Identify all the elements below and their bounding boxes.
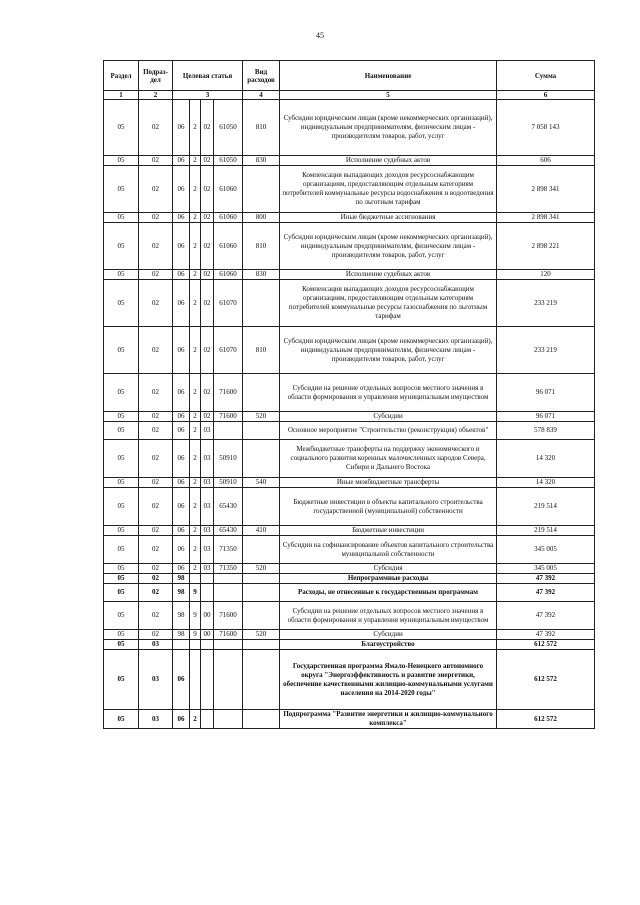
- cell-celevaya-1: 06: [173, 213, 190, 223]
- table-row: [104, 526, 595, 536]
- cell-vid: [243, 166, 280, 213]
- cell-celevaya-4: 61060: [214, 213, 243, 223]
- cell-vid: [243, 422, 280, 440]
- cell-sum: 219 514: [497, 488, 595, 526]
- cell-vid: 830: [243, 270, 280, 280]
- cell-celevaya-2: [190, 640, 201, 650]
- cell-celevaya-2: 9: [190, 584, 201, 602]
- cell-name: Субсидия: [280, 564, 497, 574]
- cell-podrazdel: 03: [139, 640, 173, 650]
- cell-celevaya-3: 02: [201, 374, 214, 412]
- colnum-2: 2: [139, 91, 173, 100]
- cell-celevaya-4: [214, 640, 243, 650]
- cell-celevaya-1: 98: [173, 602, 190, 630]
- cell-celevaya-1: 06: [173, 422, 190, 440]
- cell-razdel: 05: [104, 280, 139, 327]
- cell-celevaya-4: 65430: [214, 488, 243, 526]
- cell-name: Подпрограмма "Развитие энергетики и жилищно-коммунального комплекса": [280, 710, 497, 729]
- cell-sum: 606: [497, 156, 595, 166]
- cell-podrazdel: 02: [139, 327, 173, 374]
- cell-name: Субсидии: [280, 630, 497, 640]
- cell-podrazdel: 02: [139, 564, 173, 574]
- cell-razdel: 05: [104, 564, 139, 574]
- cell-vid: 540: [243, 478, 280, 488]
- table-row: [104, 710, 595, 729]
- cell-vid: [243, 650, 280, 710]
- table-row: [104, 166, 595, 213]
- cell-celevaya-2: 2: [190, 440, 201, 478]
- cell-sum: 47 392: [497, 574, 595, 584]
- cell-celevaya-3: 03: [201, 422, 214, 440]
- cell-razdel: 05: [104, 327, 139, 374]
- cell-razdel: 05: [104, 100, 139, 156]
- cell-razdel: 05: [104, 374, 139, 412]
- table-row: [104, 223, 595, 270]
- cell-celevaya-4: 71350: [214, 564, 243, 574]
- cell-celevaya-4: [214, 422, 243, 440]
- cell-celevaya-3: 02: [201, 223, 214, 270]
- cell-celevaya-2: 2: [190, 166, 201, 213]
- cell-name: Непрограммные расходы: [280, 574, 497, 584]
- cell-celevaya-2: 2: [190, 156, 201, 166]
- cell-celevaya-1: 06: [173, 526, 190, 536]
- cell-celevaya-3: 02: [201, 327, 214, 374]
- cell-celevaya-1: [173, 640, 190, 650]
- cell-celevaya-1: 06: [173, 650, 190, 710]
- cell-name: Субсидии: [280, 412, 497, 422]
- cell-vid: 810: [243, 327, 280, 374]
- cell-sum: 2 898 341: [497, 213, 595, 223]
- header-podrazdel: Подраз-дел: [139, 61, 173, 91]
- cell-celevaya-4: [214, 650, 243, 710]
- cell-razdel: 05: [104, 166, 139, 213]
- cell-celevaya-4: 50910: [214, 440, 243, 478]
- table-row: [104, 488, 595, 526]
- cell-celevaya-1: 06: [173, 710, 190, 729]
- cell-celevaya-2: 2: [190, 536, 201, 564]
- table-body: [104, 100, 595, 729]
- colnum-4: 4: [243, 91, 280, 100]
- cell-sum: 612 572: [497, 640, 595, 650]
- cell-razdel: 05: [104, 440, 139, 478]
- colnum-6: 6: [497, 91, 595, 100]
- cell-celevaya-2: 2: [190, 374, 201, 412]
- cell-celevaya-3: [201, 650, 214, 710]
- cell-celevaya-1: 06: [173, 327, 190, 374]
- cell-celevaya-4: 61050: [214, 156, 243, 166]
- page-number: 45: [316, 31, 324, 40]
- table-row: [104, 280, 595, 327]
- cell-podrazdel: 02: [139, 478, 173, 488]
- cell-celevaya-3: [201, 574, 214, 584]
- table-row: [104, 100, 595, 156]
- cell-celevaya-3: 02: [201, 156, 214, 166]
- cell-celevaya-1: 06: [173, 440, 190, 478]
- cell-podrazdel: 02: [139, 412, 173, 422]
- cell-podrazdel: 03: [139, 650, 173, 710]
- cell-celevaya-3: [201, 640, 214, 650]
- cell-celevaya-1: 98: [173, 630, 190, 640]
- cell-podrazdel: 02: [139, 440, 173, 478]
- cell-celevaya-3: 02: [201, 270, 214, 280]
- cell-celevaya-2: 2: [190, 223, 201, 270]
- header-row: [104, 61, 595, 91]
- cell-celevaya-1: 06: [173, 536, 190, 564]
- cell-podrazdel: 02: [139, 584, 173, 602]
- cell-sum: 14 320: [497, 478, 595, 488]
- cell-sum: 612 572: [497, 650, 595, 710]
- cell-celevaya-2: 2: [190, 213, 201, 223]
- table-row: [104, 213, 595, 223]
- cell-celevaya-4: 65430: [214, 526, 243, 536]
- table-row: [104, 270, 595, 280]
- cell-celevaya-3: 00: [201, 602, 214, 630]
- cell-celevaya-4: 61060: [214, 223, 243, 270]
- table-row: [104, 630, 595, 640]
- cell-name: Бюджетные инвестиции в объекты капитального строительства государственной (муниципальной) собственности: [280, 488, 497, 526]
- cell-podrazdel: 02: [139, 280, 173, 327]
- cell-name: Субсидии на софинансирование объектов капитального строительства муниципальной собственности: [280, 536, 497, 564]
- cell-name: Компенсация выпадающих доходов ресурсоснабжающим организациям, предоставляющим отдельным категориям потребителей коммунальные ресурсы газоснабжения по льготным тарифам: [280, 280, 497, 327]
- cell-celevaya-3: 02: [201, 213, 214, 223]
- cell-celevaya-3: 03: [201, 536, 214, 564]
- cell-celevaya-2: 2: [190, 100, 201, 156]
- cell-name: Благоустройство: [280, 640, 497, 650]
- cell-name: Иные бюджетные ассигнования: [280, 213, 497, 223]
- cell-celevaya-4: 71600: [214, 374, 243, 412]
- cell-sum: 233 219: [497, 327, 595, 374]
- cell-name: Субсидии на решение отдельных вопросов местного значения в области формирования и управления муниципальным имуществом: [280, 602, 497, 630]
- cell-celevaya-2: [190, 574, 201, 584]
- cell-celevaya-4: 61070: [214, 280, 243, 327]
- cell-razdel: 05: [104, 223, 139, 270]
- cell-celevaya-4: 61050: [214, 100, 243, 156]
- cell-celevaya-4: 61060: [214, 166, 243, 213]
- cell-vid: [243, 574, 280, 584]
- cell-vid: [243, 488, 280, 526]
- cell-name: Иные межбюджетные трансферты: [280, 478, 497, 488]
- cell-podrazdel: 02: [139, 270, 173, 280]
- cell-sum: 47 392: [497, 630, 595, 640]
- cell-vid: 810: [243, 100, 280, 156]
- table-row: [104, 602, 595, 630]
- cell-razdel: 05: [104, 630, 139, 640]
- cell-celevaya-3: 00: [201, 630, 214, 640]
- colnum-5: 5: [280, 91, 497, 100]
- cell-celevaya-3: 02: [201, 166, 214, 213]
- cell-podrazdel: 02: [139, 526, 173, 536]
- cell-sum: 345 005: [497, 564, 595, 574]
- cell-celevaya-1: 98: [173, 574, 190, 584]
- cell-name: Субсидии юридическим лицам (кроме некоммерческих организаций), индивидуальным предпринимателям, физическим лицам - производителям товаров, работ, услуг: [280, 327, 497, 374]
- cell-celevaya-3: 02: [201, 412, 214, 422]
- cell-razdel: 05: [104, 488, 139, 526]
- column-number-row: [104, 91, 595, 100]
- table-row: [104, 422, 595, 440]
- cell-sum: 219 514: [497, 526, 595, 536]
- cell-celevaya-4: 71600: [214, 412, 243, 422]
- cell-sum: 14 320: [497, 440, 595, 478]
- cell-celevaya-2: 2: [190, 526, 201, 536]
- cell-vid: [243, 602, 280, 630]
- table-row: [104, 440, 595, 478]
- cell-vid: 800: [243, 213, 280, 223]
- cell-sum: 2 898 221: [497, 223, 595, 270]
- cell-sum: 47 392: [497, 584, 595, 602]
- cell-podrazdel: 03: [139, 710, 173, 729]
- cell-celevaya-2: [190, 650, 201, 710]
- colnum-1: 1: [104, 91, 139, 100]
- cell-sum: 7 058 143: [497, 100, 595, 156]
- cell-podrazdel: 02: [139, 100, 173, 156]
- cell-vid: [243, 374, 280, 412]
- cell-sum: 233 219: [497, 280, 595, 327]
- header-celevaya: Целевая статья: [173, 61, 243, 91]
- cell-podrazdel: 02: [139, 374, 173, 412]
- cell-razdel: 05: [104, 213, 139, 223]
- cell-name: Государственная программа Ямало-Ненецкого автономного округа "Энергоэффективность и развитие энергетики, обеспечение качественными жилищно-коммунальными услугами населения на 2014-2020 годы": [280, 650, 497, 710]
- cell-podrazdel: 02: [139, 630, 173, 640]
- cell-name: Основное мероприятие "Строительство (реконструкция) объектов": [280, 422, 497, 440]
- cell-vid: [243, 640, 280, 650]
- cell-razdel: 05: [104, 640, 139, 650]
- cell-sum: 578 839: [497, 422, 595, 440]
- table-row: [104, 156, 595, 166]
- cell-razdel: 05: [104, 574, 139, 584]
- cell-razdel: 05: [104, 602, 139, 630]
- cell-sum: 2 898 341: [497, 166, 595, 213]
- header-razdel: Раздел: [104, 61, 139, 91]
- cell-name: Исполнение судебных актов: [280, 270, 497, 280]
- cell-celevaya-2: 2: [190, 422, 201, 440]
- cell-celevaya-3: 03: [201, 488, 214, 526]
- cell-vid: 520: [243, 630, 280, 640]
- cell-celevaya-3: 02: [201, 100, 214, 156]
- cell-celevaya-1: 06: [173, 374, 190, 412]
- cell-celevaya-1: 06: [173, 270, 190, 280]
- cell-vid: 520: [243, 564, 280, 574]
- cell-vid: 810: [243, 223, 280, 270]
- cell-podrazdel: 02: [139, 536, 173, 564]
- cell-razdel: 05: [104, 710, 139, 729]
- table-row: [104, 536, 595, 564]
- cell-name: Расходы, не отнесенные к государственным программам: [280, 584, 497, 602]
- cell-celevaya-2: 2: [190, 270, 201, 280]
- cell-razdel: 05: [104, 156, 139, 166]
- cell-celevaya-3: [201, 710, 214, 729]
- table-row: [104, 650, 595, 710]
- cell-celevaya-2: 2: [190, 478, 201, 488]
- cell-celevaya-4: 61070: [214, 327, 243, 374]
- cell-celevaya-1: 06: [173, 412, 190, 422]
- table-row: [104, 640, 595, 650]
- table-row: [104, 374, 595, 412]
- cell-razdel: 05: [104, 412, 139, 422]
- cell-podrazdel: 02: [139, 602, 173, 630]
- cell-celevaya-3: 03: [201, 564, 214, 574]
- cell-celevaya-1: 06: [173, 280, 190, 327]
- cell-celevaya-3: [201, 584, 214, 602]
- cell-celevaya-4: 71600: [214, 630, 243, 640]
- cell-podrazdel: 02: [139, 166, 173, 213]
- cell-celevaya-3: 03: [201, 440, 214, 478]
- cell-name: Межбюджетные трансферты на поддержку экономического и социального развития коренных малочисленных народов Севера, Сибири и Дальнего Востока: [280, 440, 497, 478]
- table-row: [104, 478, 595, 488]
- cell-celevaya-1: 06: [173, 478, 190, 488]
- cell-celevaya-2: 9: [190, 630, 201, 640]
- cell-sum: 96 071: [497, 374, 595, 412]
- cell-sum: 345 005: [497, 536, 595, 564]
- cell-name: Субсидии на решение отдельных вопросов местного значения в области формирования и управления муниципальным имуществом: [280, 374, 497, 412]
- cell-razdel: 05: [104, 478, 139, 488]
- table-row: [104, 584, 595, 602]
- cell-vid: [243, 710, 280, 729]
- cell-celevaya-1: 06: [173, 488, 190, 526]
- table-row: [104, 412, 595, 422]
- header-naimenovanie: Наименование: [280, 61, 497, 91]
- cell-podrazdel: 02: [139, 488, 173, 526]
- cell-podrazdel: 02: [139, 422, 173, 440]
- cell-razdel: 05: [104, 650, 139, 710]
- table-row: [104, 564, 595, 574]
- cell-sum: 612 572: [497, 710, 595, 729]
- cell-celevaya-2: 2: [190, 327, 201, 374]
- budget-table: [103, 60, 595, 729]
- cell-sum: 96 071: [497, 412, 595, 422]
- table-row: [104, 327, 595, 374]
- header-summa: Сумма: [497, 61, 595, 91]
- cell-podrazdel: 02: [139, 223, 173, 270]
- cell-razdel: 05: [104, 584, 139, 602]
- cell-razdel: 05: [104, 526, 139, 536]
- cell-celevaya-4: 61060: [214, 270, 243, 280]
- cell-vid: [243, 536, 280, 564]
- cell-name: Компенсация выпадающих доходов ресурсоснабжающим организациям, предоставляющим отдельным категориям потребителей коммунальные ресурсы водоснабжения и водоотведения по льготным тарифам: [280, 166, 497, 213]
- cell-vid: 520: [243, 412, 280, 422]
- cell-vid: 830: [243, 156, 280, 166]
- cell-vid: [243, 280, 280, 327]
- cell-name: Бюджетные инвестиции: [280, 526, 497, 536]
- cell-name: Субсидии юридическим лицам (кроме некоммерческих организаций), индивидуальным предпринимателям, физическим лицам - производителям товаров, работ, услуг: [280, 223, 497, 270]
- cell-celevaya-4: 50910: [214, 478, 243, 488]
- cell-celevaya-4: 71350: [214, 536, 243, 564]
- cell-celevaya-2: 2: [190, 564, 201, 574]
- cell-celevaya-1: 98: [173, 584, 190, 602]
- cell-vid: 410: [243, 526, 280, 536]
- cell-sum: 47 392: [497, 602, 595, 630]
- colnum-3: 3: [173, 91, 243, 100]
- cell-celevaya-3: 03: [201, 526, 214, 536]
- cell-celevaya-3: 03: [201, 478, 214, 488]
- header-vid: Вид расходов: [243, 61, 280, 91]
- cell-celevaya-1: 06: [173, 156, 190, 166]
- cell-celevaya-4: 71600: [214, 602, 243, 630]
- cell-razdel: 05: [104, 536, 139, 564]
- cell-celevaya-1: 06: [173, 100, 190, 156]
- cell-celevaya-1: 06: [173, 166, 190, 213]
- cell-razdel: 05: [104, 270, 139, 280]
- cell-vid: [243, 440, 280, 478]
- cell-celevaya-3: 02: [201, 280, 214, 327]
- cell-celevaya-1: 06: [173, 223, 190, 270]
- cell-celevaya-2: 2: [190, 412, 201, 422]
- cell-celevaya-2: 2: [190, 280, 201, 327]
- cell-celevaya-4: [214, 584, 243, 602]
- cell-celevaya-2: 2: [190, 488, 201, 526]
- cell-name: Исполнение судебных актов: [280, 156, 497, 166]
- cell-celevaya-4: [214, 574, 243, 584]
- cell-sum: 120: [497, 270, 595, 280]
- cell-vid: [243, 584, 280, 602]
- cell-name: Субсидии юридическим лицам (кроме некоммерческих организаций), индивидуальным предпринимателям, физическим лицам - производителям товаров, работ, услуг: [280, 100, 497, 156]
- cell-celevaya-2: 9: [190, 602, 201, 630]
- cell-podrazdel: 02: [139, 156, 173, 166]
- cell-celevaya-1: 06: [173, 564, 190, 574]
- cell-podrazdel: 02: [139, 213, 173, 223]
- cell-celevaya-4: [214, 710, 243, 729]
- cell-podrazdel: 02: [139, 574, 173, 584]
- table-row: [104, 574, 595, 584]
- cell-razdel: 05: [104, 422, 139, 440]
- cell-celevaya-2: 2: [190, 710, 201, 729]
